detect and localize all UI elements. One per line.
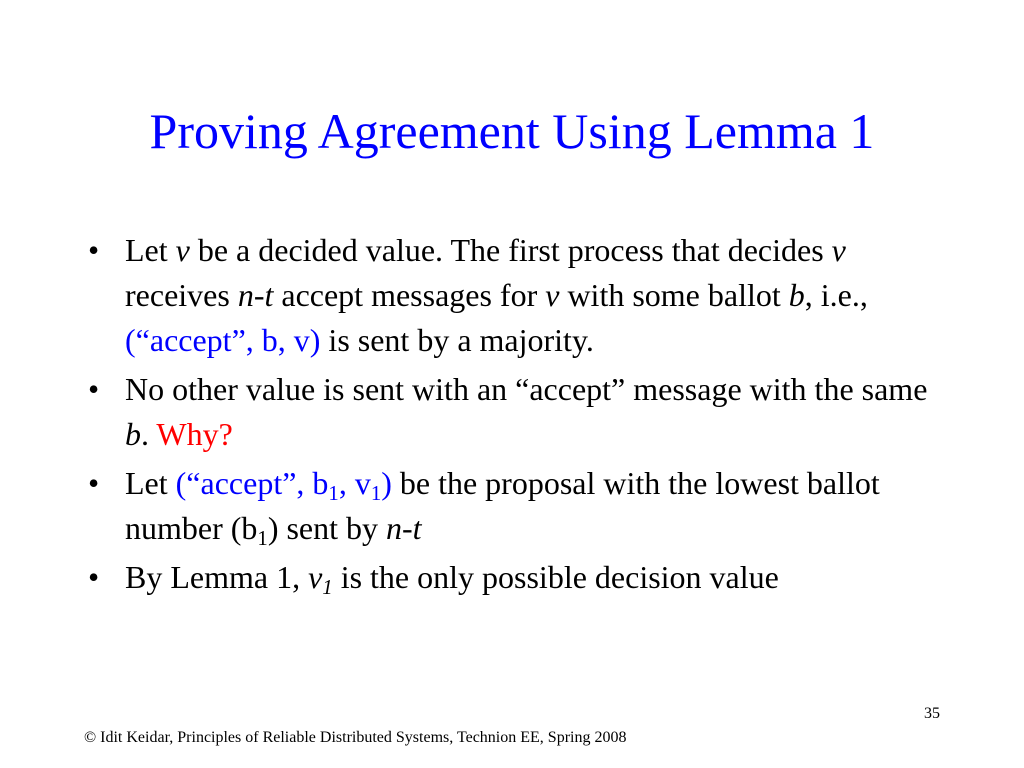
bullet-text: be a decided value. The first process that decides <box>189 232 832 268</box>
bullet-text: Let <box>125 232 176 268</box>
accept-proposal-part: (“accept”, b <box>175 465 329 501</box>
subscript: 1 <box>257 527 268 551</box>
bullet-dot-icon: • <box>88 232 100 268</box>
bullet-text: By Lemma 1, <box>125 559 309 595</box>
bullet-text: Let <box>125 465 176 501</box>
variable-v: v <box>175 232 190 268</box>
subscript: 1 <box>370 482 382 506</box>
bullet-dot-icon: • <box>88 371 100 407</box>
accept-proposal <box>175 465 392 506</box>
page-number: 35 <box>924 705 940 722</box>
why-question: Why? <box>156 416 233 452</box>
variable-v: v <box>831 232 846 268</box>
bullet-text: is sent by a majority. <box>320 322 594 358</box>
bullet-dot-icon: • <box>88 559 100 595</box>
variable-v: v <box>545 277 560 313</box>
accept-message: (“accept”, b, v) <box>125 322 321 358</box>
slide-title <box>0 104 1024 159</box>
bullet-item-no-other-value <box>84 367 944 457</box>
bullet-text: is the only possible decision value <box>332 559 779 595</box>
bullet-dot-icon: • <box>88 465 100 501</box>
variable-b: b <box>788 277 805 313</box>
variable-b: b <box>125 416 141 452</box>
subscript: 1 <box>328 482 339 506</box>
bullet-list <box>84 228 944 604</box>
accept-proposal-part: , v <box>338 465 371 501</box>
bullet-text: accept messages for <box>273 277 546 313</box>
bullet-text: be the proposal with the lowest ballot number (b <box>125 465 880 546</box>
bullet-text: No other value is sent with an “accept” message with the same <box>125 371 928 407</box>
bullet-item-decided-value <box>84 228 944 363</box>
bullet-text: receives <box>125 277 238 313</box>
bullet-text: ) sent by <box>267 510 387 546</box>
accept-proposal-part: ) <box>381 465 392 501</box>
bullet-item-lemma-conclusion <box>84 555 944 600</box>
bullet-text: . <box>141 416 157 452</box>
variable-v: v <box>308 559 323 595</box>
footer-copyright: © Idit Keidar, Principles of Reliable Distributed Systems, Technion EE, Spring 2008 <box>84 729 627 746</box>
bullet-text: , i.e., <box>804 277 868 313</box>
bullet-text: with some ballot <box>559 277 789 313</box>
variable-n-t: n-t <box>386 510 422 546</box>
variable-n-t: n-t <box>237 277 274 313</box>
subscript: 1 <box>322 576 333 600</box>
bullet-item-lowest-ballot <box>84 461 944 551</box>
variable-v1 <box>308 559 333 600</box>
slide-title-text: Proving Agreement Using Lemma 1 <box>149 103 875 159</box>
